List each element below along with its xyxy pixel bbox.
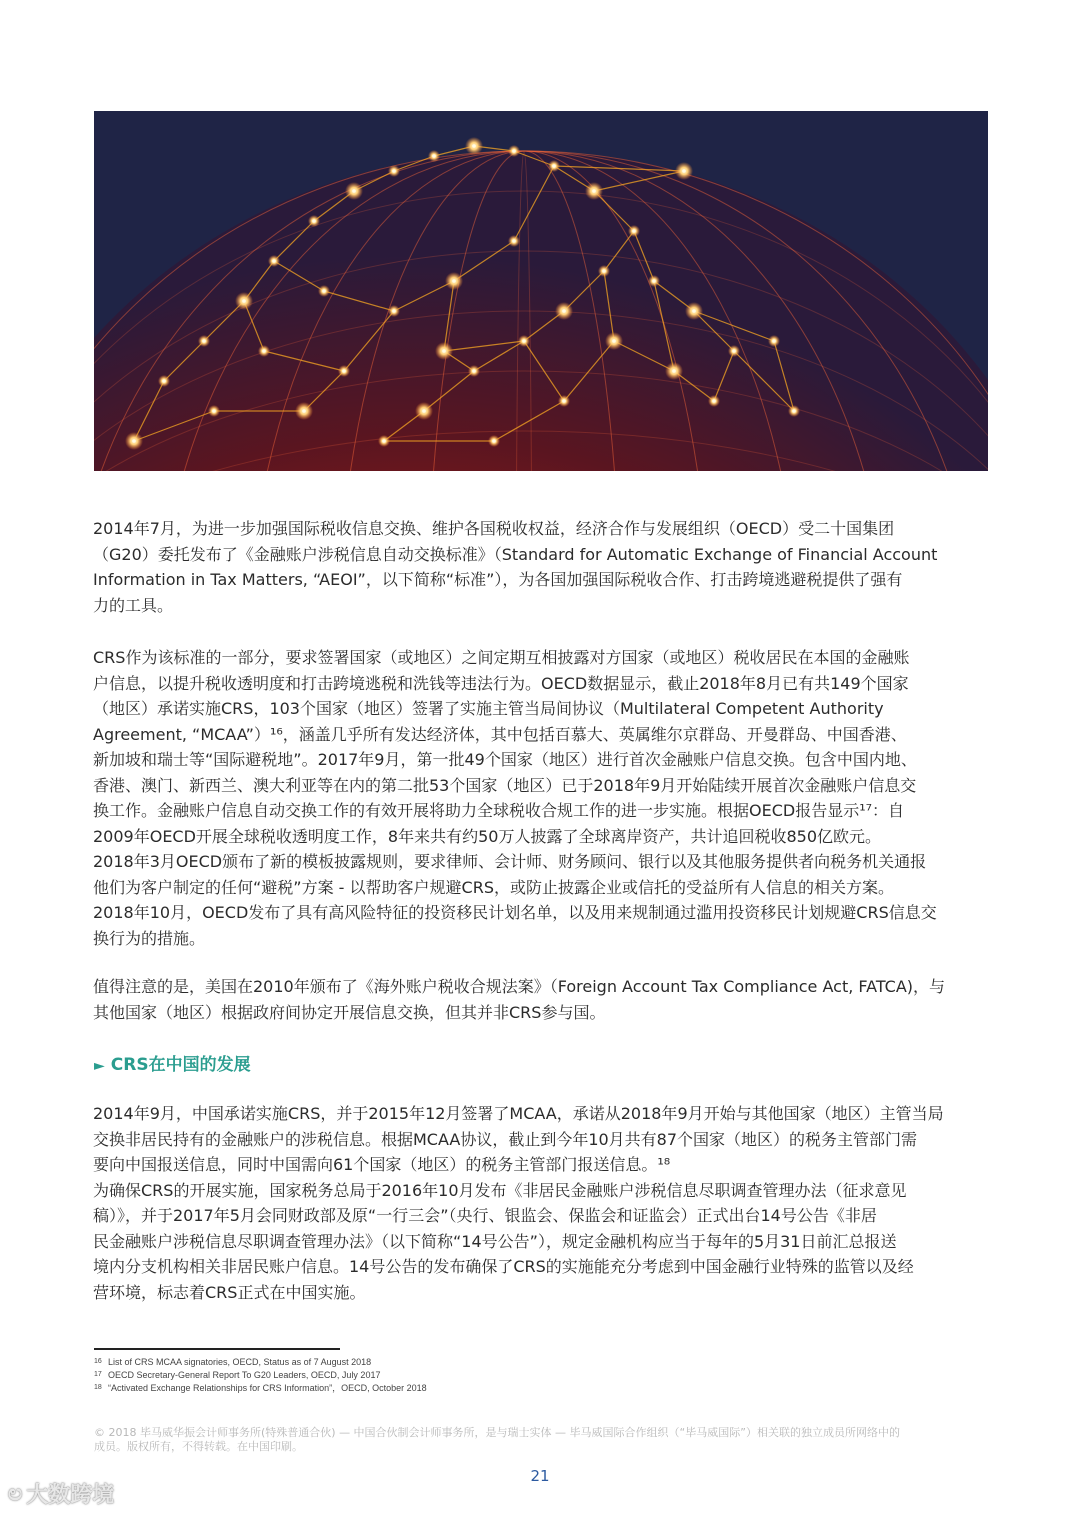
footnote-18: 18 “Activated Exchange Relationships for CRS Information”，OECD, October 2018 [94, 1383, 427, 1393]
intro-paragraph [93, 516, 990, 618]
globe-network-image [94, 111, 988, 471]
text-line: 他们为客户制定的任何“避税”方案 - 以帮助客户规避CRS，或防止披露企业或信托的受益所有人信息的相关方案。 [93, 877, 894, 897]
text-line: CRS作为该标准的一部分，要求签署国家（或地区）之间定期互相披露对方国家（或地区）税收居民在本国的金融账 [93, 648, 910, 667]
fatca-paragraph [93, 974, 990, 1025]
arrow-icon: ► [94, 1058, 105, 1074]
text-line: 境内分支机构相关非居民账户信息。14号公告的发布确保了CRS的实施能充分考虑到中国金融行业特殊的监管以及经 [93, 1257, 914, 1276]
section-heading [94, 1050, 251, 1075]
text-line: 户信息，以提升税收透明度和打击跨境逃税和洗钱等违法行为。OECD数据显示，截止2018年8月已有共149个国家 [93, 673, 909, 693]
text-line: 2018年3月OECD颁布了新的模板披露规则，要求律师、会计师、财务顾问、银行以及其他服务提供者向税务机关通报 [93, 852, 927, 871]
speech-bubble-logo-icon: ಲ [8, 1481, 23, 1506]
text-line: 换工作。金融账户信息自动交换工作的有效开展将助力全球税收合规工作的进一步实施。根据OECD报告显示¹⁷：自 [93, 801, 905, 820]
watermark-text: 大数跨境 [26, 1483, 115, 1508]
text-line: 民金融账户涉税信息尽职调查管理办法》（以下简称“14号公告”），规定金融机构应当于每年的5月31日前汇总报送 [93, 1231, 897, 1251]
text-line: 新加坡和瑞士等“国际避税地”。2017年9月，第一批49个国家（地区）进行首次金融账户信息交换。包含中国内地、 [93, 750, 917, 769]
text-line: 营环境，标志着CRS正式在中国实施。 [93, 1282, 366, 1302]
footnote-divider [94, 1348, 340, 1350]
text-line: 2018年10月，OECD发布了具有高风险特征的投资移民计划名单，以及用来规制通过滥用投资移民计划规避CRS信息交 [93, 903, 937, 922]
text-line: Agreement, “MCAA”）¹⁶，涵盖几乎所有发达经济体，其中包括百慕大、英属维尔京群岛、开曼群岛、中国香港、 [93, 724, 907, 744]
crs-paragraph [93, 645, 990, 951]
section-heading-text: CRS在中国的发展 [110, 1055, 251, 1075]
text-line: 2009年OECD开展全球税收透明度工作，8年来共有约50万人披露了全球离岸资产，共计追回税收850亿欧元。 [93, 826, 881, 846]
text-line: 换行为的措施。 [93, 928, 206, 948]
text-line: 稿）》，并于2017年5月会同财政部及原“一行三会”（央行、银监会、保监会和证监会）正式出台14号公告《非居 [93, 1206, 877, 1225]
text-line: Information in Tax Matters, “AEOI”，以下简称“标准”），为各国加强国际税收合作、打击跨境逃避税提供了强有 [93, 570, 903, 589]
footnote-16: 16 List of CRS MCAA signatories, OECD, Status as of 7 August 2018 [94, 1357, 372, 1367]
text-line: 2014年9月，中国承诺实施CRS，并于2015年12月签署了MCAA，承诺从2018年9月开始与其他国家（地区）主管当局 [93, 1104, 944, 1123]
text-line: 交换非居民持有的金融账户的涉税信息。根据MCAA协议，截止到今年10月共有87个国家（地区）的税务主管部门需 [93, 1129, 918, 1149]
text-line: 要向中国报送信息，同时中国需向61个国家（地区）的税务主管部门报送信息。¹⁸ [93, 1155, 671, 1174]
footnote-17: 17 OECD Secretary-General Report To G20 Leaders, OECD, July 2017 [94, 1370, 381, 1380]
page-number: 21 [530, 1467, 550, 1485]
china-paragraph [93, 1101, 990, 1305]
text-line: 为确保CRS的开展实施，国家税务总局于2016年10月发布《非居民金融账户涉税信息尽职调查管理办法（征求意见 [93, 1180, 907, 1200]
text-line: （地区）承诺实施CRS，103个国家（地区）签署了实施主管当局间协议（Multilateral Competent Authority [93, 699, 884, 718]
hero-globe-image [94, 111, 988, 471]
text-line: 2014年7月，为进一步加强国际税收信息交换、维护各国税收权益，经济合作与发展组织（OECD）受二十国集团 [93, 519, 895, 538]
text-line: 其他国家（地区）根据政府间协定开展信息交换，但其并非CRS参与国。 [93, 1002, 606, 1022]
watermark [8, 1478, 114, 1509]
copyright-notice: © 2018 毕马威华振会计师事务所(特殊普通合伙) — 中国合伙制会计师事务所，是与瑞士实体 — 毕马威国际合作组织（“毕马威国际”）相关联的独立成员所网络中的 成员。版权所有，不得转载。在中国印刷。 [94, 1426, 900, 1453]
text-line: （G20）委托发布了《金融账户涉税信息自动交换标准》（Standard for Automatic Exchange of Financial Account [93, 544, 938, 564]
text-line: 力的工具。 [93, 595, 174, 615]
text-line: 值得注意的是，美国在2010年颁布了《海外账户税收合规法案》（Foreign Account Tax Compliance Act, FATCA)，与 [93, 977, 946, 996]
text-line: 香港、澳门、新西兰、澳大利亚等在内的第二批53个国家（地区）已于2018年9月开始陆续开展首次金融账户信息交 [93, 775, 917, 795]
